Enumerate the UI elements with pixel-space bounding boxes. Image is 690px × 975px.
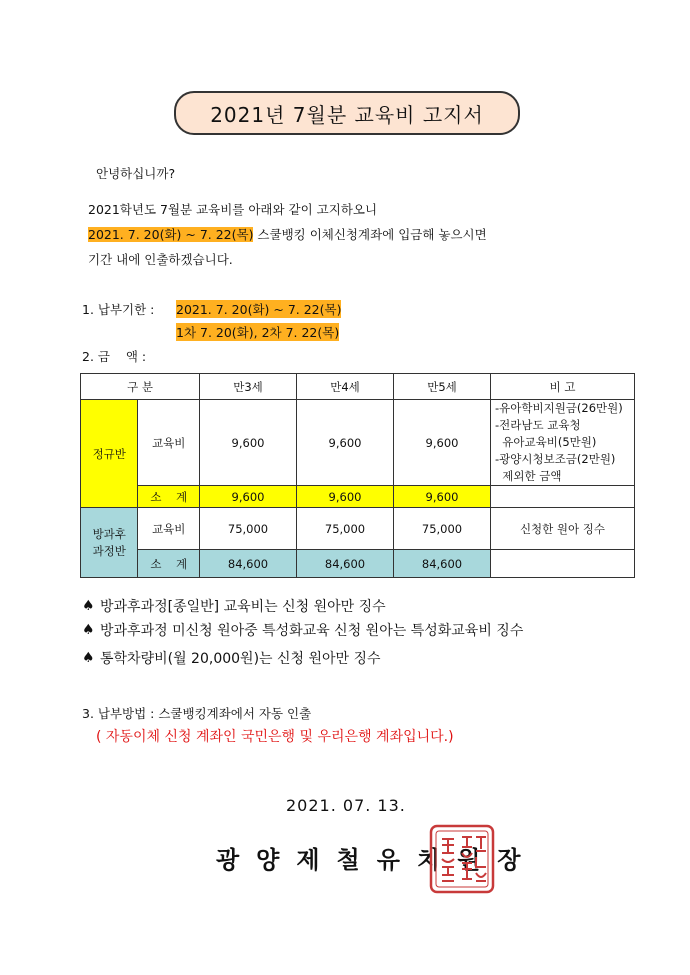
intro-line-2 [88, 225, 487, 243]
remark-line: -유아학비지원금(26만원) [495, 401, 623, 415]
regular-subtotal-label: 소 계 [138, 486, 200, 508]
afterschool-fee-age4: 75,000 [297, 508, 394, 550]
section-2-label: 2. 금 액 : [82, 349, 147, 364]
greeting: 안녕하십니까? [96, 166, 176, 181]
regular-fee-label: 교육비 [138, 400, 200, 486]
afterschool-group-label [81, 508, 138, 578]
intro-line-2-rest: 스쿨뱅킹 이체신청계좌에 입금해 놓으시면 [253, 227, 487, 242]
header-age4: 만4세 [297, 374, 394, 400]
regular-fee-age4: 9,600 [297, 400, 394, 486]
afterschool-fee-label: 교육비 [138, 508, 200, 550]
header-remarks: 비 고 [491, 374, 635, 400]
official-seal [428, 823, 496, 895]
afterschool-subtotal-label: 소 계 [138, 550, 200, 578]
bullet-item [82, 620, 523, 640]
page-title [174, 91, 520, 135]
afterschool-group-line1: 방과후 [92, 526, 126, 541]
section-1-label: 1. 납부기한 : [82, 302, 155, 317]
principal-signature: 광양제철유치원장 [216, 846, 538, 874]
table-row [81, 400, 635, 486]
intro-line-1: 2021학년도 7월분 교육비를 아래와 같이 고지하오니 [88, 202, 378, 217]
regular-group-label: 정규반 [81, 400, 138, 508]
bullet-text: 방과후과정[종일반] 교육비는 신청 원아만 징수 [100, 599, 386, 615]
due-date-rounds: 1차 7. 20(화), 2차 7. 22(목) [176, 325, 340, 340]
regular-subtotal-remarks [491, 486, 635, 508]
afterschool-group-line2: 과정반 [92, 543, 126, 558]
payment-note: ( 자동이체 신청 계좌인 국민은행 및 우리은행 계좌입니다.) [96, 729, 454, 745]
afterschool-subtotal-age3: 84,600 [200, 550, 297, 578]
intro-date-highlight: 2021. 7. 20(화) ~ 7. 22(목) [88, 227, 254, 242]
due-date-range: 2021. 7. 20(화) ~ 7. 22(목) [176, 302, 342, 317]
section-3-label: 3. 납부방법 : 스쿨뱅킹계좌에서 자동 인출 [82, 706, 312, 721]
intro-line-3: 기간 내에 인출하겠습니다. [88, 252, 233, 267]
bullet-text: 방과후과정 미신청 원아중 특성화교육 신청 원아는 특성화교육비 징수 [100, 623, 524, 639]
fee-table [80, 373, 635, 578]
afterschool-subtotal-age4: 84,600 [297, 550, 394, 578]
regular-fee-age5: 9,600 [394, 400, 491, 486]
remark-line: -전라남도 교육청 [495, 418, 581, 432]
table-row [81, 508, 635, 550]
regular-subtotal-age5: 9,600 [394, 486, 491, 508]
regular-remarks [491, 400, 635, 486]
afterschool-fee-age5: 75,000 [394, 508, 491, 550]
spade-icon: ♠ [82, 598, 95, 614]
afterschool-remarks: 신청한 원아 징수 [491, 508, 635, 550]
remark-line: 유아교육비(5만원) [495, 435, 597, 449]
regular-subtotal-age3: 9,600 [200, 486, 297, 508]
regular-subtotal-age4: 9,600 [297, 486, 394, 508]
regular-fee-age3: 9,600 [200, 400, 297, 486]
remark-line: 제외한 금액 [495, 469, 562, 483]
header-age5: 만5세 [394, 374, 491, 400]
afterschool-subtotal-age5: 84,600 [394, 550, 491, 578]
afterschool-fee-age3: 75,000 [200, 508, 297, 550]
bullet-item [82, 648, 381, 668]
page-title-text: 2021년 7월분 교육비 고지서 [210, 102, 484, 127]
spade-icon: ♠ [82, 650, 95, 666]
header-category: 구 분 [81, 374, 200, 400]
table-row [81, 550, 635, 578]
remark-line: -광양시청보조금(2만원) [495, 452, 616, 466]
spade-icon: ♠ [82, 622, 95, 638]
bullet-text: 통학차량비(월 20,000원)는 신청 원아만 징수 [100, 651, 381, 667]
bullet-item [82, 596, 386, 616]
header-age3: 만3세 [200, 374, 297, 400]
table-header-row [81, 374, 635, 400]
afterschool-subtotal-remarks [491, 550, 635, 578]
table-row [81, 486, 635, 508]
issue-date: 2021. 07. 13. [286, 796, 406, 815]
